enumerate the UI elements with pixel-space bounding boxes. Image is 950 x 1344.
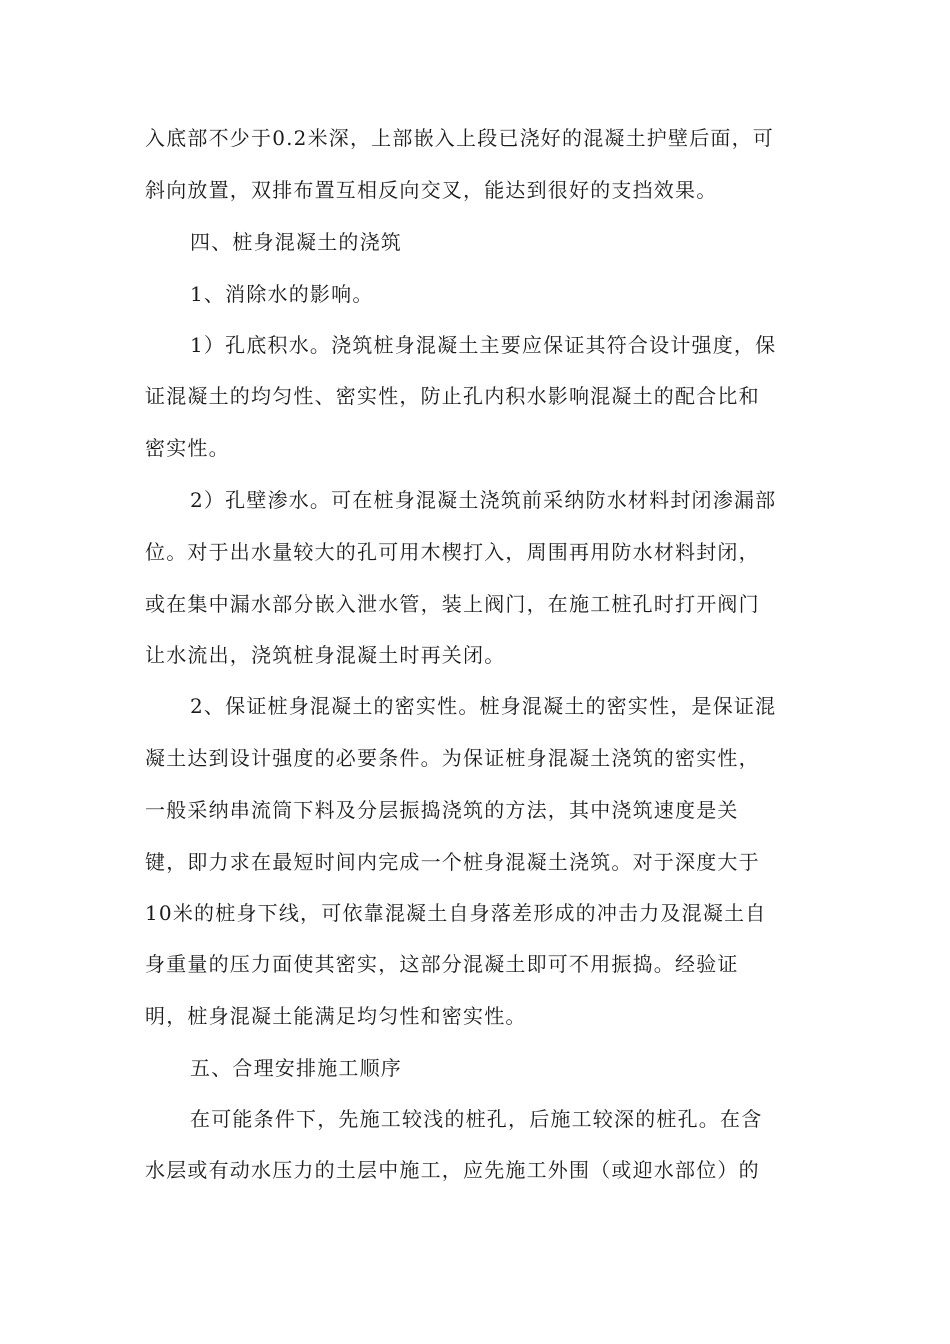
text-line: 密实性。 <box>145 436 230 460</box>
text-line: 2）孔壁渗水。可在桩身混凝土浇筑前采纳防水材料封闭渗漏部 <box>190 488 777 512</box>
text-line: 位。对于出水量较大的孔可用木楔打入，周围再用防水材料封闭， <box>145 540 760 564</box>
text-line: 身重量的压力面使其密实，这部分混凝土即可不用振捣。经验证 <box>145 952 739 976</box>
text-line: 斜向放置，双排布置互相反向交叉，能达到很好的支挡效果。 <box>145 178 718 202</box>
text-line: 让水流出，浇筑桩身混凝土时再关闭。 <box>145 643 506 667</box>
text-line: 水层或有动水压力的土层中施工，应先施工外围（或迎水部位）的 <box>145 1158 760 1182</box>
text-line: 1）孔底积水。浇筑桩身混凝土主要应保证其符合设计强度，保 <box>190 333 777 357</box>
section-heading: 五、合理安排施工顺序 <box>190 1056 402 1080</box>
text-line: 键，即力求在最短时间内完成一个桩身混凝土浇筑。对于深度大于 <box>145 850 760 874</box>
section-heading: 四、桩身混凝土的浇筑 <box>190 230 402 254</box>
text-line: 明，桩身混凝土能满足均匀性和密实性。 <box>145 1004 527 1028</box>
text-line: 或在集中漏水部分嵌入泄水管，装上阀门，在施工桩孔时打开阀门 <box>145 592 760 616</box>
text-line: 凝土达到设计强度的必要条件。为保证桩身混凝土浇筑的密实性， <box>145 746 760 770</box>
subsection-heading: 1、消除水的影响。 <box>190 282 374 306</box>
text-line: 在可能条件下，先施工较浅的桩孔，后施工较深的桩孔。在含 <box>190 1107 763 1131</box>
text-line: 10米的桩身下线，可依靠混凝土自身落差形成的冲击力及混凝土自 <box>145 901 767 925</box>
text-line: 入底部不少于0.2米深，上部嵌入上段已浇好的混凝土护壁后面，可 <box>145 126 775 150</box>
text-line: 证混凝土的均匀性、密实性，防止孔内积水影响混凝土的配合比和 <box>145 384 760 408</box>
subsection-heading: 2、保证桩身混凝土的密实性。桩身混凝土的密实性，是保证混 <box>190 694 777 718</box>
text-line: 一般采纳串流筒下料及分层振捣浇筑的方法，其中浇筑速度是关 <box>145 798 739 822</box>
